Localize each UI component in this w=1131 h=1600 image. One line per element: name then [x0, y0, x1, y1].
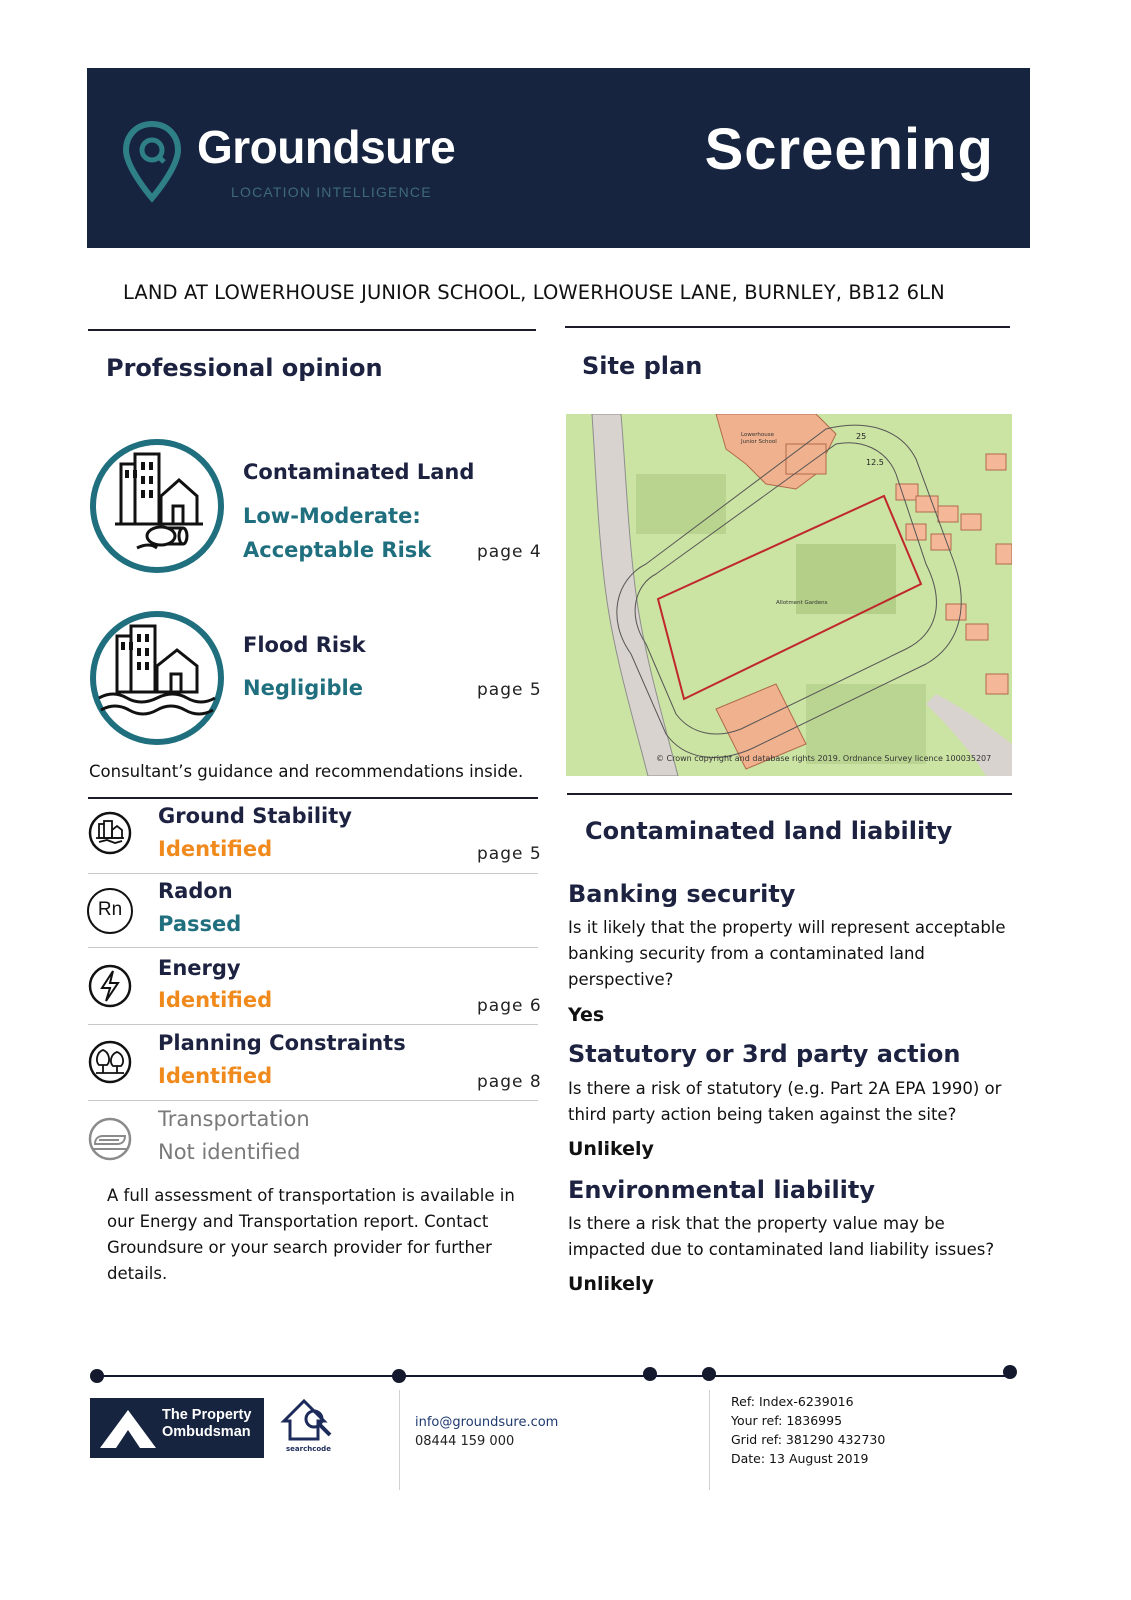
energy-icon	[87, 963, 133, 1009]
brand-name: Groundsure	[197, 121, 456, 173]
transport-note: A full assessment of transportation is available in our Energy and Transportation report. Contact Groundsure or your search provider for further details.	[107, 1186, 515, 1283]
contact-phone[interactable]: 08444 159 000	[415, 1434, 515, 1449]
searchcode-text: searchcode	[286, 1445, 331, 1453]
report-header	[87, 68, 1030, 248]
environmental-liability-answer: Unlikely	[568, 1273, 654, 1295]
train-icon	[87, 1116, 133, 1162]
contact-email[interactable]: info@groundsure.com	[415, 1415, 559, 1430]
divider	[88, 1024, 538, 1025]
ombudsman-text: The Property Ombudsman	[162, 1407, 252, 1440]
divider	[88, 1100, 538, 1101]
footer-divider	[709, 1390, 710, 1490]
energy-label: Energy	[158, 956, 241, 980]
divider	[88, 947, 538, 948]
brand-tagline: LOCATION INTELLIGENCE	[231, 184, 432, 200]
ground-stability-page[interactable]: page 5	[477, 844, 542, 864]
professional-opinion-title: Professional opinion	[106, 354, 383, 382]
ground-stability-label: Ground Stability	[158, 804, 352, 828]
divider	[567, 793, 1012, 795]
environmental-liability-question: Is there a risk that the property value may be impacted due to contaminated land liability issues?	[568, 1214, 995, 1259]
energy-page[interactable]: page 6	[477, 996, 542, 1016]
site-plan-map[interactable]	[566, 414, 1012, 776]
footer-divider	[399, 1390, 400, 1490]
contaminated-land-value-line1: Low-Moderate:	[243, 504, 421, 528]
footer-dot	[392, 1369, 406, 1383]
ground-stability-value: Identified	[158, 837, 273, 861]
divider	[88, 797, 538, 799]
transportation-label: Transportation	[158, 1107, 310, 1131]
map-label-25: 25	[856, 432, 867, 441]
environmental-liability-title: Environmental liability	[568, 1176, 876, 1204]
map-copyright: © Crown copyright and database rights 2019. Ordnance Survey licence 100035207	[656, 754, 992, 763]
contaminated-land-value-line2: Acceptable Risk	[243, 538, 432, 562]
transportation-value: Not identified	[158, 1140, 301, 1164]
banking-security-question: Is it likely that the property will represent acceptable banking security from a contaminated land perspective?	[568, 918, 1006, 989]
liability-title: Contaminated land liability	[585, 817, 953, 845]
radon-icon: Rn	[87, 888, 133, 934]
planning-page[interactable]: page 8	[477, 1072, 542, 1092]
site-plan-title: Site plan	[582, 352, 703, 380]
energy-value: Identified	[158, 988, 273, 1012]
map-label-125: 12.5	[866, 458, 884, 467]
divider	[88, 329, 536, 331]
planning-value: Identified	[158, 1064, 273, 1088]
footer-dot	[702, 1367, 716, 1381]
divider	[88, 873, 538, 874]
footer-line	[97, 1375, 1011, 1377]
location-pin-icon	[122, 120, 182, 204]
ombudsman-triangle-icon	[96, 1406, 160, 1452]
divider	[565, 326, 1010, 328]
statutory-action-title: Statutory or 3rd party action	[568, 1040, 961, 1068]
banking-security-title: Banking security	[568, 880, 796, 908]
flood-risk-value: Negligible	[243, 676, 363, 700]
guidance-note: Consultant’s guidance and recommendations inside.	[89, 762, 524, 781]
report-title: Screening	[704, 117, 994, 182]
statutory-action-question: Is there a risk of statutory (e.g. Part 2A EPA 1990) or third party action being taken against the site?	[568, 1079, 1002, 1124]
footer-dot	[90, 1369, 104, 1383]
contaminated-land-label: Contaminated Land	[243, 460, 475, 484]
contaminated-land-page[interactable]: page 4	[477, 542, 542, 562]
reference-date: Date: 13 August 2019	[731, 1451, 869, 1466]
flood-risk-label: Flood Risk	[243, 633, 366, 657]
reference-your-ref: Your ref: 1836995	[731, 1413, 843, 1428]
banking-security-answer: Yes	[568, 1004, 605, 1026]
property-ombudsman-logo[interactable]	[90, 1398, 264, 1458]
searchcode-logo[interactable]	[278, 1395, 342, 1459]
statutory-action-answer: Unlikely	[568, 1138, 654, 1160]
map-label-allotment: Allotment Gardens	[776, 600, 828, 606]
footer-dot	[1003, 1365, 1017, 1379]
site-address: LAND AT LOWERHOUSE JUNIOR SCHOOL, LOWERHOUSE LANE, BURNLEY, BB12 6LN	[123, 281, 945, 304]
ground-stability-icon	[87, 810, 133, 856]
planning-label: Planning Constraints	[158, 1031, 406, 1055]
contaminated-land-icon	[87, 436, 227, 576]
footer-dot	[643, 1367, 657, 1381]
planning-icon	[87, 1039, 133, 1085]
radon-value: Passed	[158, 912, 242, 936]
reference-grid-ref: Grid ref: 381290 432730	[731, 1432, 886, 1447]
site-plan-map-drawing	[566, 414, 1012, 776]
flood-risk-page[interactable]: page 5	[477, 680, 542, 700]
reference-index: Ref: Index-6239016	[731, 1394, 854, 1409]
radon-label: Radon	[158, 879, 233, 903]
map-label-school: Lowerhouse Junior School	[741, 432, 777, 445]
flood-risk-icon	[87, 608, 227, 748]
searchcode-house-icon	[278, 1395, 342, 1445]
